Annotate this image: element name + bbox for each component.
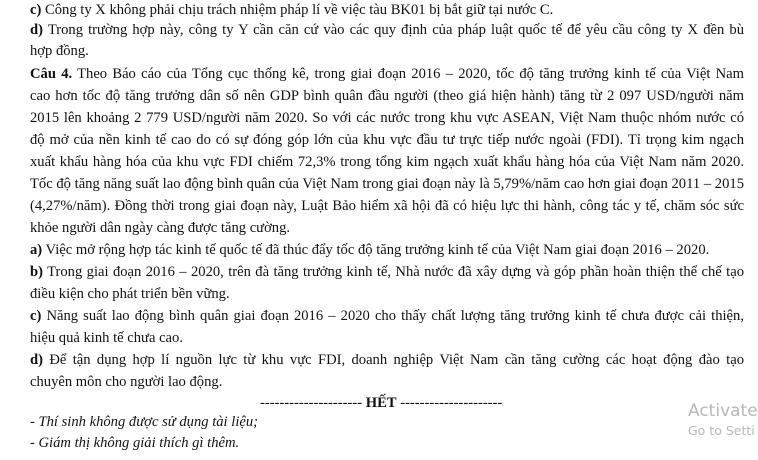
question-4-line-3: 2015 lên khoảng 2 779 USD/người năm 2020. So với các nước trong khu vực ASEAN, Việt Nam thuộc nhóm nước có [30,110,744,126]
question-4-line-5: xuất khẩu hàng hóa của khu vực FDI chiếm 72,3% trong tổng kim ngạch xuất khẩu hàng hóa của Việt Nam năm 2020. [30,154,744,170]
statement-c2-line-1: c) Năng suất lao động bình quân giai đoạn 2016 – 2020 cho thấy chất lượng tăng trưởng kinh tế chưa được cải thiện, [30,308,744,324]
statement-d-line-2: hợp đồng. [30,43,89,59]
note-no-explanation: - Giám thị không giải thích gì thêm. [30,435,240,451]
question-4-line-2: cao hơn tốc độ tăng trưởng dân số nên GDP bình quân đầu người (theo giá hiện hành) tăng từ 2 097 USD/người năm [30,88,744,104]
question-4-line-8: khỏe người dân ngày càng được tăng cường. [30,220,291,236]
end-marker: --------------------- HẾT --------------------- [260,395,503,411]
activate-windows-watermark [688,400,758,440]
note-no-materials: - Thí sinh không được sử dụng tài liệu; [30,414,259,430]
statement-d2-line-2: chuyên môn cho người lao động. [30,374,223,390]
settings-text: Go to Setti [688,423,755,438]
statement-d2-line-1: d) Để tận dụng hợp lí nguồn lực từ khu vực FDI, doanh nghiệp Việt Nam cần tăng cường các hoạt động đào tạo [30,352,744,368]
statement-a: a) Việc mở rộng hợp tác kinh tế quốc tế đã thúc đẩy tốc độ tăng trưởng kinh tế của Việt Nam giai đoạn 2016 – 2020. [30,242,710,258]
question-4-line-7: (4,27%/năm). Đồng thời trong giai đoạn này, Luật Bảo hiểm xã hội đã có hiệu lực thi hành, công tác y tế, chăm sóc sức [30,198,744,214]
question-4-line-4: độ mở của nền kinh tế cao do có sự đóng góp lớn của khu vực đầu tư trực tiếp nước ngoài (FDI). Tỉ trọng kim ngạch [30,132,744,148]
statement-c-line-1: c) Công ty X không phải chịu trách nhiệm pháp lí về việc tàu BK01 bị bắt giữ tại nước C. [30,2,554,18]
statement-d-line-1: d) Trong trường hợp này, công ty Y cần căn cứ vào các quy định của pháp luật quốc tế để yêu cầu công ty X đền bù [30,22,744,38]
activate-text: Activate [688,401,758,421]
statement-b-line-2: điều kiện cho phát triển bền vững. [30,286,230,302]
question-4-line-6: Tốc độ tăng năng suất lao động bình quân của Việt Nam trong giai đoạn này là 5,79%/năm cao hơn giai đoạn 2011 – 2015 [30,176,744,192]
statement-b-line-1: b) Trong giai đoạn 2016 – 2020, trên đà tăng trưởng kinh tế, Nhà nước đã xây dựng và góp phần hoàn thiện thể chế tạo [30,264,744,280]
question-4-line-1: Câu 4. Theo Báo cáo của Tổng cục thống kê, trong giai đoạn 2016 – 2020, tốc độ tăng trưởng kinh tế của Việt Nam [30,66,744,82]
statement-c2-line-2: hiệu quả kinh tế chưa cao. [30,330,183,346]
